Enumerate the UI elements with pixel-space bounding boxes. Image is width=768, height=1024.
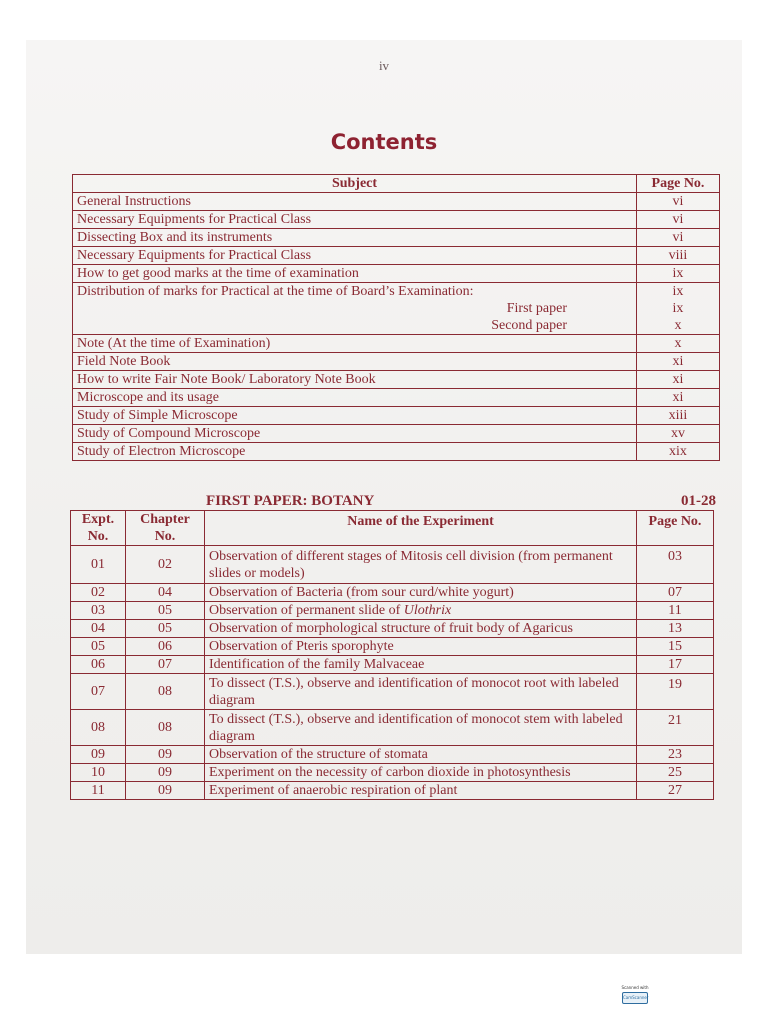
expt-no-cell: 06 xyxy=(71,656,126,674)
scanned-with-text: Scanned with xyxy=(621,985,649,990)
experiment-name-cell: Observation of morphological structure of fruit body of Agaricus xyxy=(205,620,637,638)
table-row xyxy=(71,674,714,710)
page-cell: viii xyxy=(637,247,720,265)
chapter-no-cell: 02 xyxy=(126,546,205,584)
table-row xyxy=(73,443,720,461)
table-row xyxy=(73,335,720,353)
page-no-header: Page No. xyxy=(637,511,714,546)
contents-header-row xyxy=(73,175,720,193)
contents-page-header: Page No. xyxy=(637,175,720,193)
expt-no-cell: 02 xyxy=(71,584,126,602)
botany-heading-text: FIRST PAPER: BOTANY xyxy=(206,493,375,509)
page-no-cell: 23 xyxy=(637,746,714,764)
subject-cell: Field Note Book xyxy=(73,353,637,371)
subject-cell: Necessary Equipments for Practical Class xyxy=(73,247,637,265)
experiment-name-cell: Identification of the family Malvaceae xyxy=(205,656,637,674)
experiment-name-cell: Experiment of anaerobic respiration of plant xyxy=(205,782,637,800)
page-number: iv xyxy=(378,58,390,73)
first-paper-page: ix xyxy=(672,301,684,316)
subject-cell: General Instructions xyxy=(73,193,637,211)
experiment-name-cell: Observation of the structure of stomata xyxy=(205,746,637,764)
botany-page-range: 01-28 xyxy=(681,493,716,509)
expt-no-cell: 11 xyxy=(71,782,126,800)
expt-no-cell: 04 xyxy=(71,620,126,638)
table-row xyxy=(73,193,720,211)
expt-no-cell: 01 xyxy=(71,546,126,584)
table-row xyxy=(73,353,720,371)
table-row xyxy=(71,620,714,638)
page-no-cell: 15 xyxy=(637,638,714,656)
table-row xyxy=(73,407,720,425)
page-no-cell: 21 xyxy=(637,710,714,746)
second-paper-label: Second paper xyxy=(491,318,567,333)
page-cell: vi xyxy=(637,193,720,211)
second-paper-page: x xyxy=(674,318,682,333)
table-row xyxy=(73,265,720,283)
page-cell xyxy=(637,283,720,335)
chapter-no-cell: 08 xyxy=(126,710,205,746)
table-row xyxy=(73,247,720,265)
page-no-cell: 25 xyxy=(637,764,714,782)
chapter-no-cell: 09 xyxy=(126,782,205,800)
page-cell: ix xyxy=(637,265,720,283)
subject-cell: How to write Fair Note Book/ Laboratory Note Book xyxy=(73,371,637,389)
expt-no-header: Expt. No. xyxy=(71,511,126,546)
experiment-name-cell: To dissect (T.S.), observe and identification of monocot stem with labeled diagram xyxy=(205,710,637,746)
page-cell: xi xyxy=(637,371,720,389)
page-cell: xv xyxy=(637,425,720,443)
expt-no-cell: 10 xyxy=(71,764,126,782)
experiment-name-cell: Experiment on the necessity of carbon dioxide in photosynthesis xyxy=(205,764,637,782)
experiment-name-cell: Observation of different stages of Mitosis cell division (from permanent slides or models) xyxy=(205,546,637,584)
subject-cell: Microscope and its usage xyxy=(73,389,637,407)
experiment-name-cell: To dissect (T.S.), observe and identification of monocot root with labeled diagram xyxy=(205,674,637,710)
table-row xyxy=(71,746,714,764)
chapter-no-header: Chapter No. xyxy=(126,511,205,546)
subject-cell: How to get good marks at the time of examination xyxy=(73,265,637,283)
expt-no-cell: 03 xyxy=(71,602,126,620)
experiment-name-cell xyxy=(205,602,637,620)
table-row xyxy=(71,764,714,782)
page-cell: xix xyxy=(637,443,720,461)
table-row xyxy=(73,425,720,443)
subject-cell: Necessary Equipments for Practical Class xyxy=(73,211,637,229)
table-row xyxy=(71,710,714,746)
table-row xyxy=(71,602,714,620)
chapter-no-cell: 05 xyxy=(126,602,205,620)
subject-cell: Study of Electron Microscope xyxy=(73,443,637,461)
page-cell: xi xyxy=(637,353,720,371)
chapter-no-cell: 05 xyxy=(126,620,205,638)
table-row xyxy=(71,584,714,602)
expt-no-cell: 07 xyxy=(71,674,126,710)
page-no-cell: 11 xyxy=(637,602,714,620)
botany-experiments-table xyxy=(70,510,714,800)
experiment-name-italic: Ulothrix xyxy=(403,603,452,618)
chapter-no-cell: 06 xyxy=(126,638,205,656)
experiment-name-cell: Observation of Pteris sporophyte xyxy=(205,638,637,656)
contents-title: Contents xyxy=(330,130,438,154)
page-no-cell: 17 xyxy=(637,656,714,674)
page-no-cell: 07 xyxy=(637,584,714,602)
subject-cell: Study of Simple Microscope xyxy=(73,407,637,425)
distribution-label: Distribution of marks for Practical at the time of Board’s Examination: xyxy=(77,284,474,299)
experiment-name-header: Name of the Experiment xyxy=(205,511,637,546)
table-row xyxy=(73,211,720,229)
chapter-no-cell: 07 xyxy=(126,656,205,674)
subject-cell xyxy=(73,283,637,335)
page-no-cell: 27 xyxy=(637,782,714,800)
page-cell: xi xyxy=(637,389,720,407)
chapter-no-cell: 09 xyxy=(126,764,205,782)
table-row xyxy=(71,638,714,656)
table-row xyxy=(71,656,714,674)
table-row xyxy=(71,782,714,800)
contents-table xyxy=(72,174,720,461)
chapter-no-cell: 09 xyxy=(126,746,205,764)
expt-no-cell: 08 xyxy=(71,710,126,746)
chapter-no-cell: 04 xyxy=(126,584,205,602)
first-paper-label: First paper xyxy=(506,301,567,316)
experiment-name-text: Observation of permanent slide of xyxy=(209,603,404,618)
page-cell: vi xyxy=(637,229,720,247)
page-no-cell: 03 xyxy=(637,546,714,584)
subject-cell: Study of Compound Microscope xyxy=(73,425,637,443)
page-cell: xiii xyxy=(637,407,720,425)
subject-cell: Note (At the time of Examination) xyxy=(73,335,637,353)
page-cell: x xyxy=(637,335,720,353)
chapter-no-cell: 08 xyxy=(126,674,205,710)
page-cell: vi xyxy=(637,211,720,229)
botany-header-row xyxy=(71,511,714,546)
document-page xyxy=(26,40,742,954)
subject-cell: Dissecting Box and its instruments xyxy=(73,229,637,247)
botany-section-heading xyxy=(206,493,722,510)
page-no-cell: 13 xyxy=(637,620,714,638)
table-row xyxy=(73,371,720,389)
expt-no-cell: 09 xyxy=(71,746,126,764)
table-row xyxy=(73,389,720,407)
experiment-name-cell: Observation of Bacteria (from sour curd/white yogurt) xyxy=(205,584,637,602)
table-row xyxy=(73,283,720,335)
expt-no-cell: 05 xyxy=(71,638,126,656)
table-row xyxy=(73,229,720,247)
page-no-cell: 19 xyxy=(637,674,714,710)
contents-subject-header: Subject xyxy=(73,175,637,193)
camscanner-logo-icon: CamScanner xyxy=(622,992,648,1004)
camscanner-badge xyxy=(620,985,650,1015)
table-row xyxy=(71,546,714,584)
distribution-page: ix xyxy=(672,284,684,299)
